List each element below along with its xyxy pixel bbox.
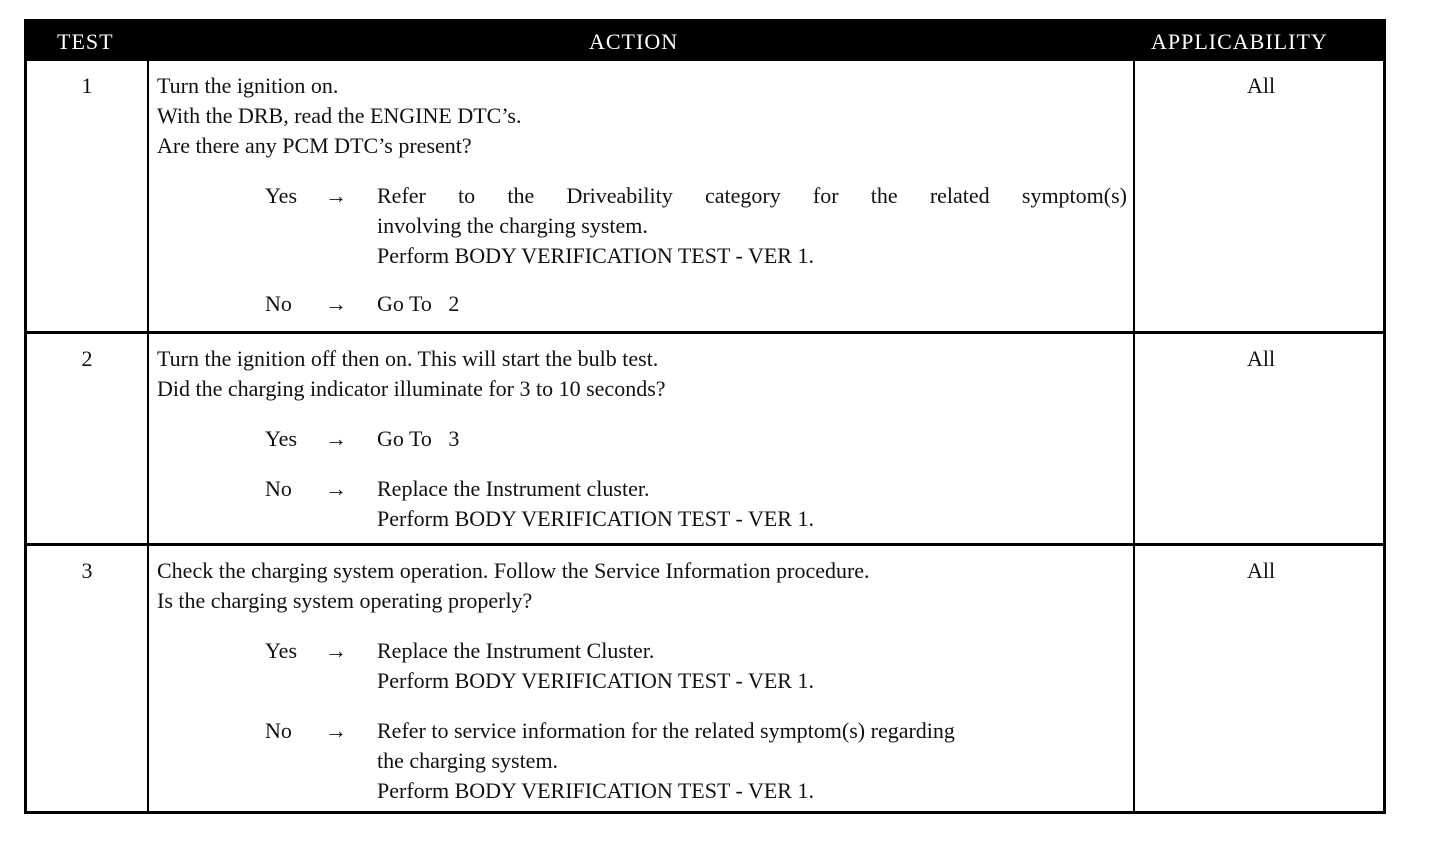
- result-line: Perform BODY VERIFICATION TEST - VER 1.: [377, 778, 814, 803]
- question-line: Did the charging indicator illuminate for 3 to 10 seconds?: [157, 376, 666, 401]
- no-label: No: [265, 476, 292, 501]
- test-number: 1: [81, 73, 93, 98]
- yes-option: [157, 181, 1132, 271]
- test-number: 3: [81, 558, 93, 583]
- table-header: [27, 22, 1383, 61]
- result-line: involving the charging system.: [377, 213, 648, 238]
- action-cell: [157, 71, 1132, 319]
- header-action: ACTION: [589, 29, 679, 54]
- table-row: [27, 543, 1383, 811]
- yes-label: Yes: [265, 638, 298, 663]
- yes-option: [157, 636, 1132, 696]
- arrow-icon: →: [325, 476, 347, 501]
- yes-result: [377, 424, 1132, 454]
- question-line: Is the charging system operating properly?: [157, 588, 533, 613]
- yes-result: [377, 181, 1132, 271]
- yes-label: Yes: [265, 426, 298, 451]
- no-result: [377, 716, 1132, 806]
- header-applicability: APPLICABILITY: [1151, 29, 1328, 54]
- applicability-value: All: [1246, 346, 1276, 371]
- arrow-icon: →: [325, 183, 347, 208]
- action-cell: [157, 344, 1132, 534]
- test-number: 2: [81, 346, 93, 371]
- arrow-icon: →: [325, 291, 347, 316]
- result-line: Refer to the Driveability category for the related symptom(s): [377, 183, 1127, 208]
- question-line: Check the charging system operation. Follow the Service Information procedure.: [157, 558, 870, 583]
- applicability-value: All: [1246, 73, 1276, 98]
- result-line: Perform BODY VERIFICATION TEST - VER 1.: [377, 668, 814, 693]
- result-line: Go To 2: [377, 291, 460, 316]
- question-line: With the DRB, read the ENGINE DTC’s.: [157, 103, 522, 128]
- result-line: Perform BODY VERIFICATION TEST - VER 1.: [377, 243, 814, 268]
- question-line: Are there any PCM DTC’s present?: [157, 133, 472, 158]
- no-option: [157, 474, 1132, 534]
- no-option: [157, 289, 1132, 319]
- header-test: TEST: [57, 29, 114, 54]
- arrow-icon: →: [325, 638, 347, 663]
- result-line: Perform BODY VERIFICATION TEST - VER 1.: [377, 506, 814, 531]
- question-line: Turn the ignition on.: [157, 73, 339, 98]
- result-line: Replace the Instrument Cluster.: [377, 638, 655, 663]
- result-line: the charging system.: [377, 748, 559, 773]
- table-row: [27, 331, 1383, 543]
- yes-result: [377, 636, 1132, 696]
- arrow-icon: →: [325, 718, 347, 743]
- no-result: [377, 474, 1132, 534]
- no-label: No: [265, 718, 292, 743]
- no-option: [157, 716, 1132, 806]
- no-result: [377, 289, 1132, 319]
- yes-label: Yes: [265, 183, 298, 208]
- result-line: Go To 3: [377, 426, 460, 451]
- result-line: Refer to service information for the related symptom(s) regarding: [377, 718, 955, 743]
- no-label: No: [265, 291, 292, 316]
- result-line: Replace the Instrument cluster.: [377, 476, 650, 501]
- yes-option: [157, 424, 1132, 454]
- diagnostic-table: [24, 19, 1386, 814]
- table-row: [27, 61, 1383, 331]
- arrow-icon: →: [325, 426, 347, 451]
- applicability-value: All: [1246, 558, 1276, 583]
- action-cell: [157, 556, 1132, 806]
- question-line: Turn the ignition off then on. This will start the bulb test.: [157, 346, 659, 371]
